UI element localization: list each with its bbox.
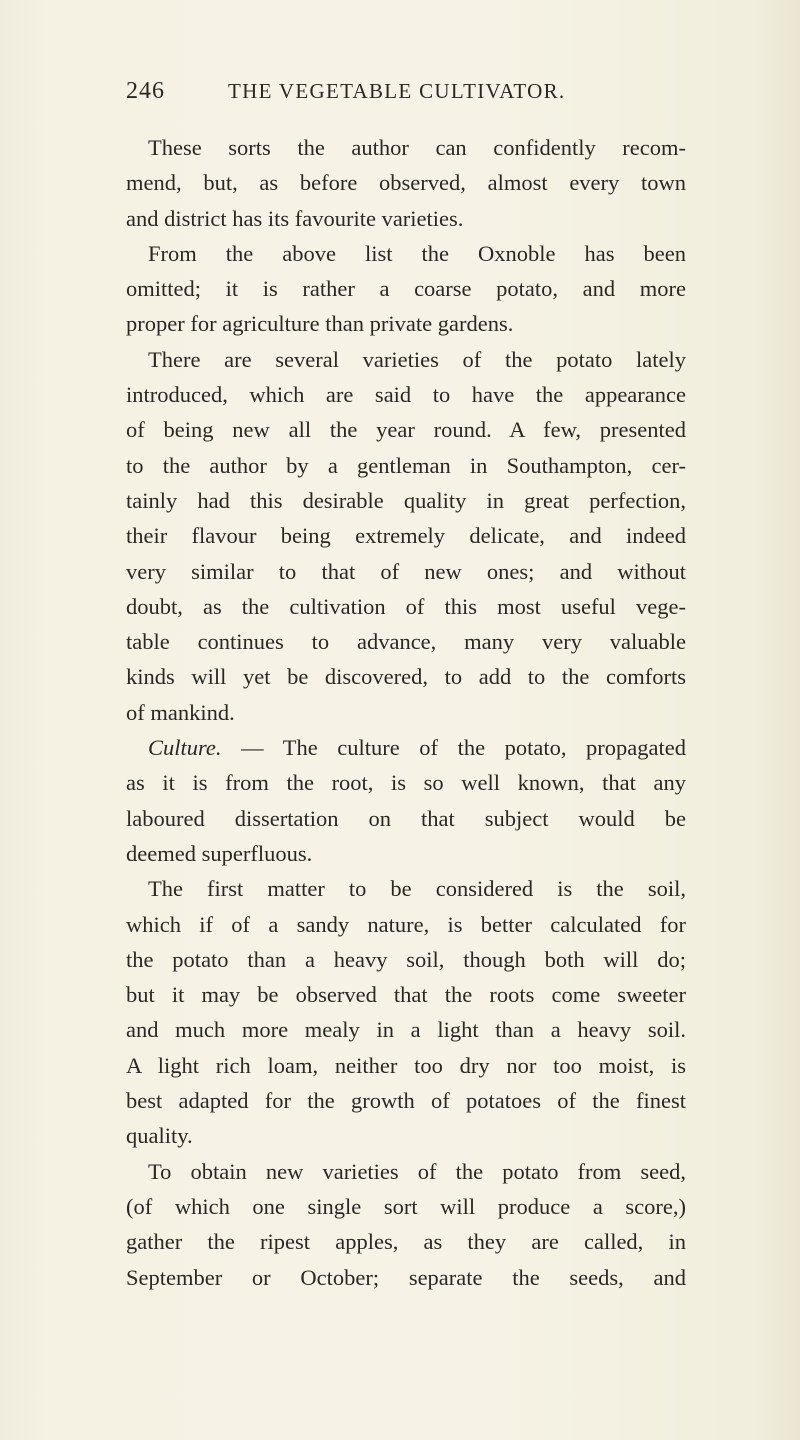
page-number: 246	[126, 78, 165, 104]
text-line: From the above list the Oxnoble has been	[148, 240, 686, 266]
text-line: The first matter to be considered is the soil,	[148, 876, 686, 902]
text-line: best adapted for the growth of potatoes of the finest	[126, 1088, 686, 1114]
text-line: their flavour being extremely delicate, and indeed	[126, 523, 686, 549]
text-line: and much more mealy in a light than a heavy soil.	[126, 1017, 686, 1043]
text-line: gather the ripest apples, as they are called, in	[126, 1229, 686, 1255]
section-heading-line	[126, 730, 686, 765]
paragraph	[126, 871, 686, 1153]
paragraph	[126, 730, 686, 871]
text-line: To obtain new varieties of the potato from seed,	[148, 1158, 686, 1184]
text-line: mend, but, as before observed, almost every town	[126, 170, 686, 196]
text-line: tainly had this desirable quality in great perfection,	[126, 487, 686, 513]
text-line: (of which one single sort will produce a score,)	[126, 1193, 686, 1219]
text-line: proper for agriculture than private gardens.	[126, 311, 514, 337]
text-line: quality.	[126, 1123, 193, 1149]
running-title: THE VEGETABLE CULTIVATOR.	[228, 79, 566, 103]
text-line: There are several varieties of the potato lately	[148, 346, 686, 372]
text-line: as it is from the root, is so well known, that any	[126, 770, 686, 796]
text-line: of mankind.	[126, 699, 235, 725]
paragraph	[126, 130, 686, 236]
body-text	[126, 130, 686, 1295]
text-line: of being new all the year round. A few, presented	[126, 417, 686, 443]
section-heading: Culture.	[148, 735, 222, 761]
text-line: introduced, which are said to have the appearance	[126, 382, 686, 408]
text-line: A light rich loam, neither too dry nor too moist, is	[126, 1052, 686, 1078]
paragraph	[126, 342, 686, 730]
text-line: omitted; it is rather a coarse potato, and more	[126, 276, 686, 302]
text-line: to the author by a gentleman in Southampton, cer-	[126, 452, 686, 478]
text-line: doubt, as the cultivation of this most useful vege-	[126, 593, 686, 619]
paragraph	[126, 1154, 686, 1295]
text-line: These sorts the author can confidently recom-	[148, 135, 686, 160]
text-line: very similar to that of new ones; and without	[126, 558, 686, 584]
text-line: which if of a sandy nature, is better calculated for	[126, 911, 686, 937]
text-line: and district has its favourite varieties.	[126, 205, 464, 231]
section-heading-rest: — The culture of the potato, propagated	[221, 735, 686, 761]
text-line: the potato than a heavy soil, though both will do;	[126, 946, 686, 972]
text-line: kinds will yet be discovered, to add to the comforts	[126, 664, 686, 690]
text-line: deemed superfluous.	[126, 840, 313, 866]
running-head	[126, 78, 686, 110]
text-line: but it may be observed that the roots come sweeter	[126, 982, 686, 1008]
text-line: September or October; separate the seeds, and	[126, 1264, 686, 1290]
text-line: laboured dissertation on that subject would be	[126, 805, 686, 831]
text-line: table continues to advance, many very valuable	[126, 629, 686, 655]
paragraph	[126, 236, 686, 342]
